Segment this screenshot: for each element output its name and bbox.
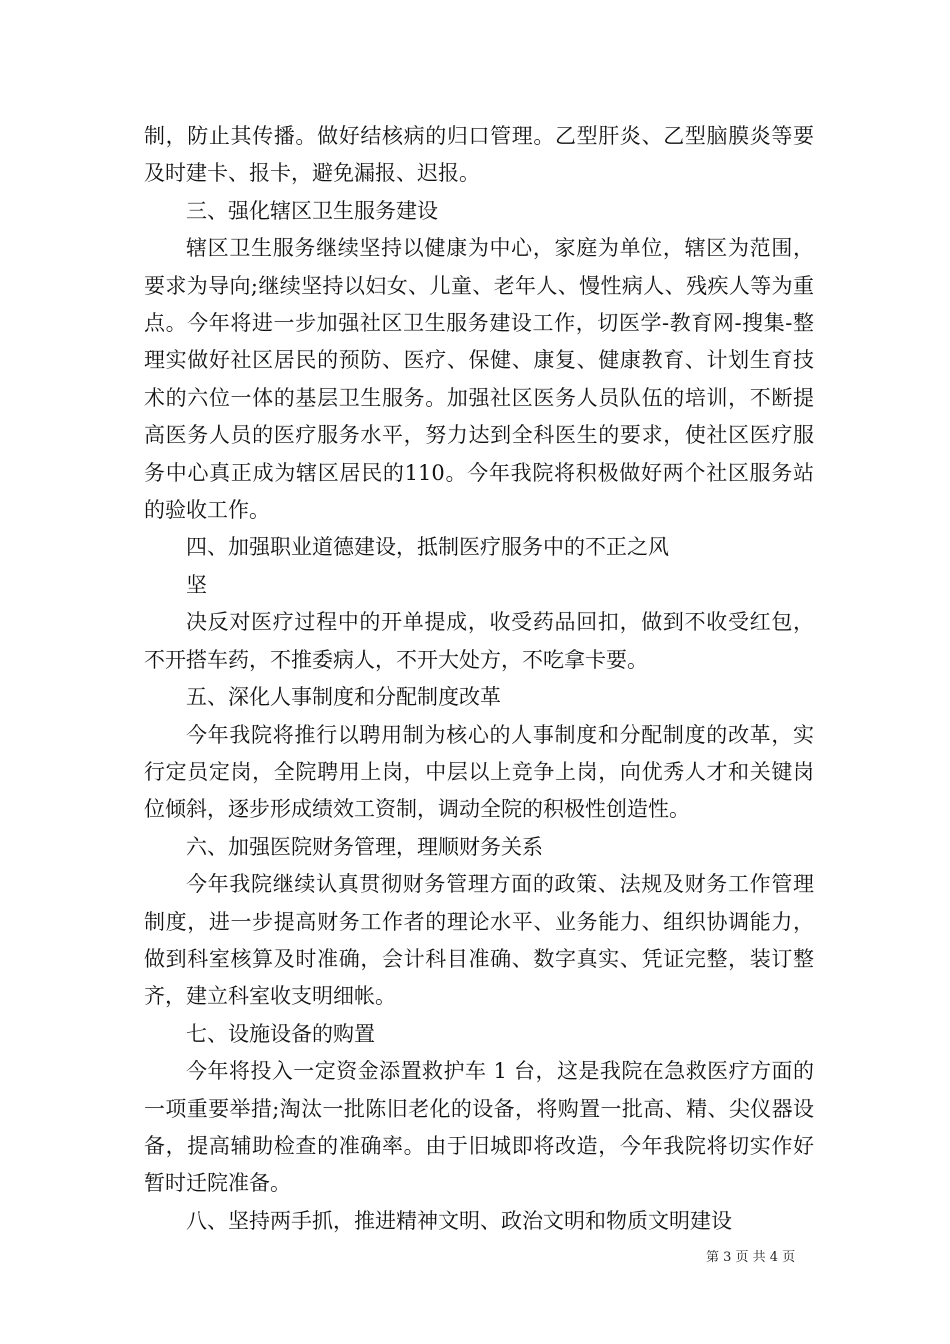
paragraph-12: 今年将投入一定资金添置救护车 1 台，这是我院在急救医疗方面的一项重要举措;淘汰一批陈旧老化的设备，将购置一批高、精、尖仪器设备，提高辅助检查的准确率。由于旧城即将改造，今年我院将切实作好暂时迁院准备。 — [144, 1059, 814, 1196]
section-heading-8: 八、坚持两手抓，推进精神文明、政治文明和物质文明建设 — [186, 1208, 732, 1233]
section-heading-4: 四、加强职业道德建设，抵制医疗服务中的不正之风 — [186, 535, 669, 560]
section-heading-3: 三、强化辖区卫生服务建设 — [186, 198, 438, 223]
paragraph-3: 辖区卫生服务继续坚持以健康为中心，家庭为单位，辖区为范围，要求为导向;继续坚持以妇女、儿童、老年人、慢性病人、残疾人等为重点。今年将进一步加强社区卫生服务建设工作，切医学-教育网-搜集-整理实做好社区居民的预防、医疗、保健、康复、健康教育、计划生育技术的六位一体的基层卫生服务。加强社区医务人员队伍的培训，不断提高医务人员的医疗服务水平，努力达到全科医生的要求，使社区医疗服务中心真正成为辖区居民的110。今年我院将积极做好两个社区服务站的验收工作。 — [144, 236, 814, 523]
paragraph-10: 今年我院继续认真贯彻财务管理方面的政策、法规及财务工作管理制度，进一步提高财务工作者的理论水平、业务能力、组织协调能力，做到科室核算及时准确，会计科目准确、数字真实、凭证完整，装订整齐，建立科室收支明细帐。 — [144, 872, 814, 1009]
paragraph-6: 决反对医疗过程中的开单提成，收受药品回扣，做到不收受红包，不开搭车药，不推委病人，不开大处方，不吃拿卡要。 — [144, 610, 814, 672]
document-body — [144, 118, 814, 1240]
paragraph-1: 制，防止其传播。做好结核病的归口管理。乙型肝炎、乙型脑膜炎等要及时建卡、报卡，避免漏报、迟报。 — [144, 124, 814, 186]
paragraph-8: 今年我院将推行以聘用制为核心的人事制度和分配制度的改革，实行定员定岗，全院聘用上岗，中层以上竞争上岗，向优秀人才和关键岗位倾斜，逐步形成绩效工资制，调动全院的积极性创造性。 — [144, 722, 814, 822]
section-heading-7: 七、设施设备的购置 — [186, 1021, 375, 1046]
page-number: 第 3 页 共 4 页 — [706, 1250, 796, 1265]
paragraph-5: 坚 — [186, 572, 207, 597]
section-heading-6: 六、加强医院财务管理，理顺财务关系 — [186, 834, 543, 859]
section-heading-5: 五、深化人事制度和分配制度改革 — [186, 685, 501, 710]
